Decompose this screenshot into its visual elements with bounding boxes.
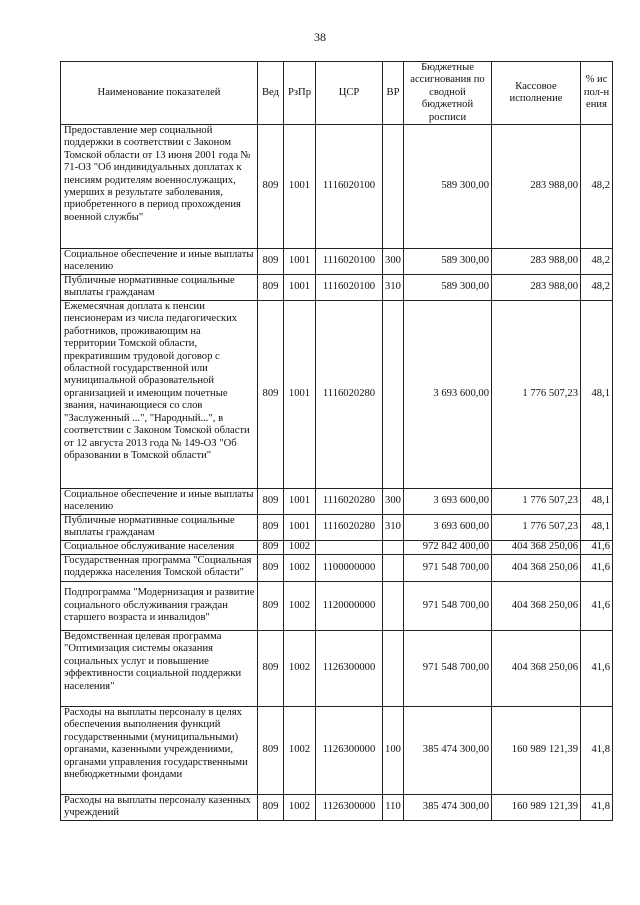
row-rzpr: 1001 bbox=[284, 125, 316, 249]
row-budget: 589 300,00 bbox=[404, 249, 492, 275]
row-rzpr: 1002 bbox=[284, 555, 316, 582]
header-budget: Бюджетные ассигнования по сводной бюджетной росписи bbox=[404, 62, 492, 125]
row-cash: 283 988,00 bbox=[492, 125, 581, 249]
row-vr: 100 bbox=[383, 707, 404, 795]
header-ved: Вед bbox=[258, 62, 284, 125]
table-row bbox=[61, 555, 613, 582]
row-csr: 1116020280 bbox=[316, 301, 383, 489]
row-ved: 809 bbox=[258, 515, 284, 541]
row-vr bbox=[383, 301, 404, 489]
row-name: Подпрограмма "Модернизация и развитие социального обслуживания граждан старшего возраста и инвалидов" bbox=[61, 582, 258, 631]
row-csr: 1116020280 bbox=[316, 515, 383, 541]
row-name: Публичные нормативные социальные выплаты гражданам bbox=[61, 275, 258, 301]
row-cash: 160 989 121,39 bbox=[492, 707, 581, 795]
row-rzpr: 1002 bbox=[284, 541, 316, 555]
table-row bbox=[61, 125, 613, 249]
row-ved: 809 bbox=[258, 707, 284, 795]
header-name: Наименование показателей bbox=[61, 62, 258, 125]
row-pct: 41,6 bbox=[581, 541, 613, 555]
row-pct: 48,1 bbox=[581, 301, 613, 489]
page-number: 38 bbox=[314, 30, 326, 44]
row-rzpr: 1002 bbox=[284, 582, 316, 631]
row-vr bbox=[383, 555, 404, 582]
row-pct: 48,2 bbox=[581, 125, 613, 249]
row-name: Расходы на выплаты персоналу в целях обеспечения выполнения функций государственными (муниципальными) органами, казенными учреждениями, органами управления государственными внебюджетными фондами bbox=[61, 707, 258, 795]
row-csr: 1126300000 bbox=[316, 631, 383, 707]
row-csr: 1116020100 bbox=[316, 275, 383, 301]
header-rzpr: РзПр bbox=[284, 62, 316, 125]
row-ved: 809 bbox=[258, 541, 284, 555]
row-cash: 404 368 250,06 bbox=[492, 555, 581, 582]
row-csr: 1116020280 bbox=[316, 489, 383, 515]
row-vr: 110 bbox=[383, 795, 404, 821]
row-name: Социальное обслуживание населения bbox=[61, 541, 258, 555]
row-name: Расходы на выплаты персоналу казенных учреждений bbox=[61, 795, 258, 821]
row-ved: 809 bbox=[258, 249, 284, 275]
row-name: Государственная программа "Социальная поддержка населения Томской области" bbox=[61, 555, 258, 582]
row-budget: 971 548 700,00 bbox=[404, 631, 492, 707]
row-vr: 310 bbox=[383, 275, 404, 301]
row-budget: 589 300,00 bbox=[404, 125, 492, 249]
row-ved: 809 bbox=[258, 582, 284, 631]
row-csr: 1116020100 bbox=[316, 125, 383, 249]
row-rzpr: 1001 bbox=[284, 249, 316, 275]
table-header-row bbox=[61, 62, 613, 125]
row-budget: 385 474 300,00 bbox=[404, 795, 492, 821]
row-pct: 41,8 bbox=[581, 707, 613, 795]
row-ved: 809 bbox=[258, 795, 284, 821]
row-csr: 1116020100 bbox=[316, 249, 383, 275]
row-budget: 971 548 700,00 bbox=[404, 582, 492, 631]
row-vr bbox=[383, 631, 404, 707]
row-rzpr: 1002 bbox=[284, 795, 316, 821]
row-name: Публичные нормативные социальные выплаты гражданам bbox=[61, 515, 258, 541]
row-pct: 41,6 bbox=[581, 631, 613, 707]
row-ved: 809 bbox=[258, 631, 284, 707]
row-ved: 809 bbox=[258, 555, 284, 582]
table-row bbox=[61, 541, 613, 555]
table-row bbox=[61, 249, 613, 275]
row-cash: 283 988,00 bbox=[492, 249, 581, 275]
row-cash: 1 776 507,23 bbox=[492, 489, 581, 515]
header-csr: ЦСР bbox=[316, 62, 383, 125]
row-cash: 404 368 250,06 bbox=[492, 631, 581, 707]
row-vr: 300 bbox=[383, 249, 404, 275]
budget-execution-table bbox=[60, 61, 613, 821]
row-vr bbox=[383, 582, 404, 631]
row-csr: 1120000000 bbox=[316, 582, 383, 631]
row-budget: 3 693 600,00 bbox=[404, 301, 492, 489]
row-cash: 283 988,00 bbox=[492, 275, 581, 301]
row-pct: 48,1 bbox=[581, 515, 613, 541]
row-rzpr: 1001 bbox=[284, 275, 316, 301]
row-csr: 1100000000 bbox=[316, 555, 383, 582]
row-cash: 160 989 121,39 bbox=[492, 795, 581, 821]
row-cash: 1 776 507,23 bbox=[492, 515, 581, 541]
row-name: Социальное обеспечение и иные выплаты населению bbox=[61, 249, 258, 275]
row-pct: 41,6 bbox=[581, 555, 613, 582]
row-ved: 809 bbox=[258, 125, 284, 249]
row-name: Предоставление мер социальной поддержки в соответствии с Законом Томской области от 13 июня 2001 года № 71-ОЗ "Об индивидуальных доплатах к пенсиям родителям военнослужащих, умерших в результате заболевания, приобретенного в период прохождения военной службы" bbox=[61, 125, 258, 249]
row-rzpr: 1001 bbox=[284, 489, 316, 515]
row-pct: 41,8 bbox=[581, 795, 613, 821]
row-rzpr: 1002 bbox=[284, 707, 316, 795]
table-row bbox=[61, 795, 613, 821]
row-budget: 385 474 300,00 bbox=[404, 707, 492, 795]
row-name: Ведомственная целевая программа "Оптимизация системы оказания социальных услуг и повышение эффективности социальной поддержки населения" bbox=[61, 631, 258, 707]
row-rzpr: 1001 bbox=[284, 515, 316, 541]
row-cash: 1 776 507,23 bbox=[492, 301, 581, 489]
table-row bbox=[61, 301, 613, 489]
table-row bbox=[61, 582, 613, 631]
row-budget: 3 693 600,00 bbox=[404, 515, 492, 541]
row-ved: 809 bbox=[258, 301, 284, 489]
row-rzpr: 1002 bbox=[284, 631, 316, 707]
row-csr bbox=[316, 541, 383, 555]
row-ved: 809 bbox=[258, 489, 284, 515]
table-row bbox=[61, 707, 613, 795]
row-csr: 1126300000 bbox=[316, 795, 383, 821]
row-budget: 3 693 600,00 bbox=[404, 489, 492, 515]
row-cash: 404 368 250,06 bbox=[492, 541, 581, 555]
row-budget: 971 548 700,00 bbox=[404, 555, 492, 582]
row-pct: 48,1 bbox=[581, 489, 613, 515]
row-rzpr: 1001 bbox=[284, 301, 316, 489]
row-vr: 310 bbox=[383, 515, 404, 541]
row-csr: 1126300000 bbox=[316, 707, 383, 795]
row-name: Ежемесячная доплата к пенсии пенсионерам из числа педагогических работников, проживающим на территории Томской области, прекратившим трудовой договор с областной государственной или муниципальной образовательной организацией и имеющим почетные звания, начинающиеся со слов "Заслуженный ...", "Народный...", в соответствии с Законом Томской области от 12 августа 2013 года № 149-ОЗ "Об образовании в Томской области" bbox=[61, 301, 258, 489]
row-ved: 809 bbox=[258, 275, 284, 301]
row-vr: 300 bbox=[383, 489, 404, 515]
row-budget: 972 842 400,00 bbox=[404, 541, 492, 555]
row-pct: 48,2 bbox=[581, 275, 613, 301]
header-pct: % испол-нения bbox=[581, 62, 613, 125]
row-cash: 404 368 250,06 bbox=[492, 582, 581, 631]
row-pct: 48,2 bbox=[581, 249, 613, 275]
table-row bbox=[61, 489, 613, 515]
row-vr bbox=[383, 125, 404, 249]
table-row bbox=[61, 515, 613, 541]
table-row bbox=[61, 275, 613, 301]
row-name: Социальное обеспечение и иные выплаты населению bbox=[61, 489, 258, 515]
table-row bbox=[61, 631, 613, 707]
row-budget: 589 300,00 bbox=[404, 275, 492, 301]
header-vr: ВР bbox=[383, 62, 404, 125]
row-vr bbox=[383, 541, 404, 555]
row-pct: 41,6 bbox=[581, 582, 613, 631]
header-cash: Кассовое исполнение bbox=[492, 62, 581, 125]
